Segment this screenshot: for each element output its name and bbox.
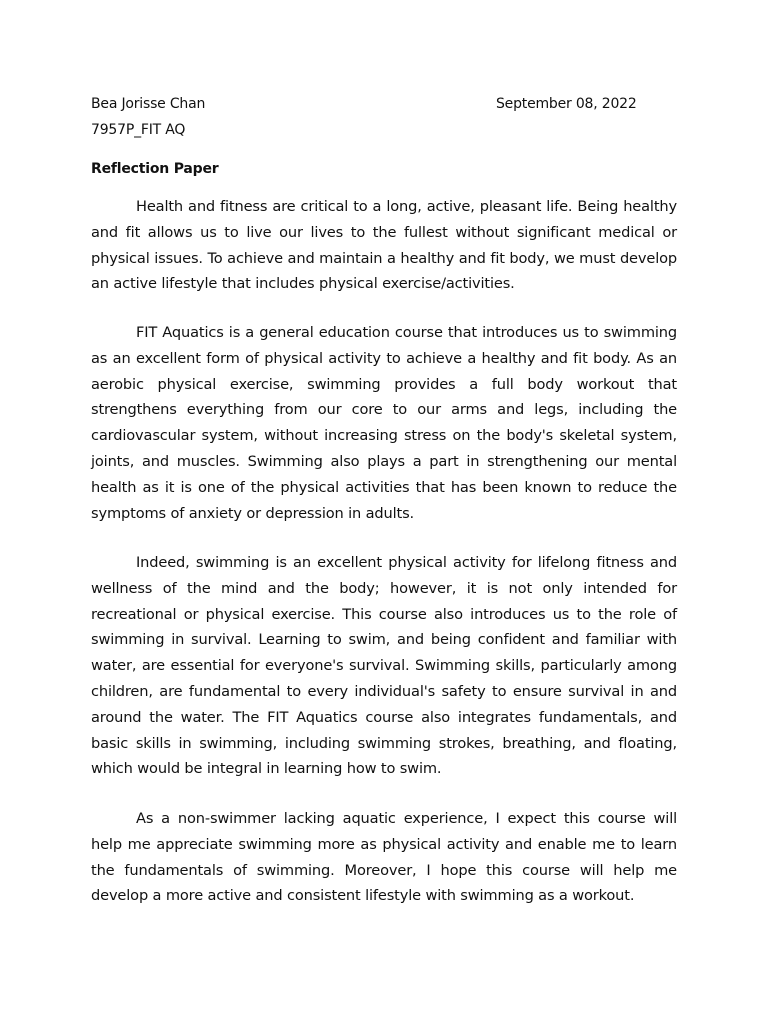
paragraph-4: As a non-swimmer lacking aquatic experience, I expect this course will help me appreciate swimming more as physical activity and enable me to learn the fundamentals of swimming. Moreover, I hope this course will help me develop a more active and consistent lifestyle with swimming as a workout. — [91, 810, 677, 905]
course-code: 7957P_FIT AQ — [91, 122, 186, 138]
author-name: Bea Jorisse Chan — [91, 96, 206, 112]
document-title: Reflection Paper — [91, 161, 219, 177]
paragraph-1: Health and fitness are critical to a long, active, pleasant life. Being healthy and fit allows us to live our lives to the fullest without significant medical or physical issues. To achieve and maintain a healthy and fit body, we must develop an active lifestyle that includes physical exercise/activities. — [91, 198, 677, 293]
paragraph-2: FIT Aquatics is a general education course that introduces us to swimming as an excellent form of physical activity to achieve a healthy and fit body. As an aerobic physical exercise, swimming provides a full body workout that strengthens everything from our core to our arms and legs, including the cardiovascular system, without increasing stress on the body's skeletal system, joints, and muscles. Swimming also plays a part in strengthening our mental health as it is one of the physical activities that has been known to reduce the symptoms of anxiety or depression in adults. — [91, 324, 677, 522]
paragraph-3: Indeed, swimming is an excellent physical activity for lifelong fitness and wellness of the mind and the body; however, it is not only intended for recreational or physical exercise. This course also introduces us to the role of swimming in survival. Learning to swim, and being confident and familiar with water, are essential for everyone's survival. Swimming skills, particularly among children, are fundamental to every individual's safety to ensure survival in and around the water. The FIT Aquatics course also integrates fundamentals, and basic skills in swimming, including swimming strokes, breathing, and floating, which would be integral in learning how to swim. — [91, 554, 677, 778]
document-date: September 08, 2022 — [496, 96, 637, 112]
